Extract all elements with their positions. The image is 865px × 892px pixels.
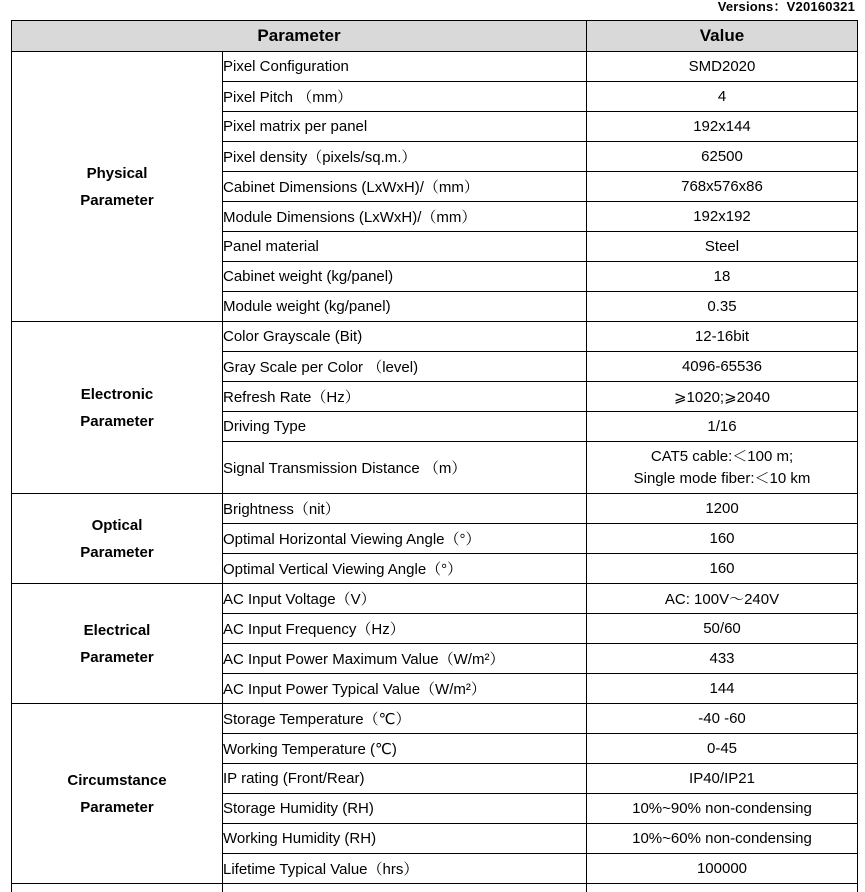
- table-row: [12, 322, 858, 352]
- group-optical: [12, 494, 223, 584]
- param-value: 160: [587, 554, 858, 584]
- param-name: Working Temperature (℃): [223, 734, 587, 764]
- param-name: Refresh Rate（Hz）: [223, 382, 587, 412]
- group-label-line2: Parameter: [12, 644, 222, 671]
- group-label-line1: Electronic: [12, 381, 222, 408]
- group-circumstance: [12, 704, 223, 884]
- param-value: -40 -60: [587, 704, 858, 734]
- table-row: [12, 494, 858, 524]
- param-name: Lifetime Typical Value（hrs）: [223, 854, 587, 884]
- table-row: [12, 52, 858, 82]
- param-name: Storage Temperature（℃）: [223, 704, 587, 734]
- param-value: 192x192: [587, 202, 858, 232]
- param-value: IP40/IP21: [587, 764, 858, 794]
- param-value: 1200: [587, 494, 858, 524]
- param-name: IP rating (Front/Rear): [223, 764, 587, 794]
- param-value: 192x144: [587, 112, 858, 142]
- param-name: Pixel density（pixels/sq.m.）: [223, 142, 587, 172]
- cutoff-cell: [223, 884, 587, 892]
- group-label-line2: Parameter: [12, 408, 222, 435]
- param-value: 433: [587, 644, 858, 674]
- param-name: AC Input Voltage（V）: [223, 584, 587, 614]
- param-value: 0.35: [587, 292, 858, 322]
- param-name: Pixel matrix per panel: [223, 112, 587, 142]
- param-name: Brightness（nit）: [223, 494, 587, 524]
- param-name: AC Input Frequency（Hz）: [223, 614, 587, 644]
- param-name: Gray Scale per Color （level): [223, 352, 587, 382]
- param-value: 4096-65536: [587, 352, 858, 382]
- param-value: 4: [587, 82, 858, 112]
- param-value-line2: Single mode fiber:＜10 km: [587, 468, 857, 490]
- header-value: Value: [587, 21, 858, 52]
- table-row-cutoff: [12, 884, 858, 892]
- version-label: Versions：V20160321: [718, 0, 855, 16]
- cutoff-cell: [12, 884, 223, 892]
- group-label-line2: Parameter: [12, 539, 222, 566]
- param-name: Cabinet Dimensions (LxWxH)/（mm）: [223, 172, 587, 202]
- group-label-line2: Parameter: [12, 794, 222, 821]
- param-name: Working Humidity (RH): [223, 824, 587, 854]
- param-name: AC Input Power Typical Value（W/m²）: [223, 674, 587, 704]
- param-value: 100000: [587, 854, 858, 884]
- param-value: 12-16bit: [587, 322, 858, 352]
- param-name: Pixel Pitch （mm）: [223, 82, 587, 112]
- param-value: 18: [587, 262, 858, 292]
- param-value: 1/16: [587, 412, 858, 442]
- group-label-line2: Parameter: [12, 187, 222, 214]
- param-name: Panel material: [223, 232, 587, 262]
- group-label-line1: Optical: [12, 512, 222, 539]
- param-name: Signal Transmission Distance （m）: [223, 442, 587, 494]
- spec-table: [11, 20, 858, 892]
- header-parameter: Parameter: [12, 21, 587, 52]
- group-label-line1: Physical: [12, 160, 222, 187]
- param-value: 50/60: [587, 614, 858, 644]
- param-name: Optimal Vertical Viewing Angle（°）: [223, 554, 587, 584]
- param-name: AC Input Power Maximum Value（W/m²）: [223, 644, 587, 674]
- param-value: [587, 442, 858, 494]
- group-electronic: [12, 322, 223, 494]
- param-value-line1: CAT5 cable:＜100 m;: [587, 446, 857, 468]
- param-name: Color Grayscale (Bit): [223, 322, 587, 352]
- group-electrical: [12, 584, 223, 704]
- param-name: Module weight (kg/panel): [223, 292, 587, 322]
- group-label-line1: Circumstance: [12, 767, 222, 794]
- param-name: Pixel Configuration: [223, 52, 587, 82]
- param-name: Driving Type: [223, 412, 587, 442]
- group-physical: [12, 52, 223, 322]
- param-value: ⩾1020;⩾2040: [587, 382, 858, 412]
- param-value: AC: 100V～240V: [587, 584, 858, 614]
- table-row: [12, 704, 858, 734]
- param-name: Optimal Horizontal Viewing Angle（°）: [223, 524, 587, 554]
- param-value: 160: [587, 524, 858, 554]
- group-label-line1: Electrical: [12, 617, 222, 644]
- param-name: Module Dimensions (LxWxH)/（mm）: [223, 202, 587, 232]
- param-name: Cabinet weight (kg/panel): [223, 262, 587, 292]
- param-value: 62500: [587, 142, 858, 172]
- param-value: SMD2020: [587, 52, 858, 82]
- param-value: 0-45: [587, 734, 858, 764]
- table-row: [12, 584, 858, 614]
- param-value: 10%~90% non-condensing: [587, 794, 858, 824]
- cutoff-cell: [587, 884, 858, 892]
- param-value: 144: [587, 674, 858, 704]
- param-value: Steel: [587, 232, 858, 262]
- param-value: 10%~60% non-condensing: [587, 824, 858, 854]
- param-value: 768x576x86: [587, 172, 858, 202]
- param-name: Storage Humidity (RH): [223, 794, 587, 824]
- table-header-row: [12, 21, 858, 52]
